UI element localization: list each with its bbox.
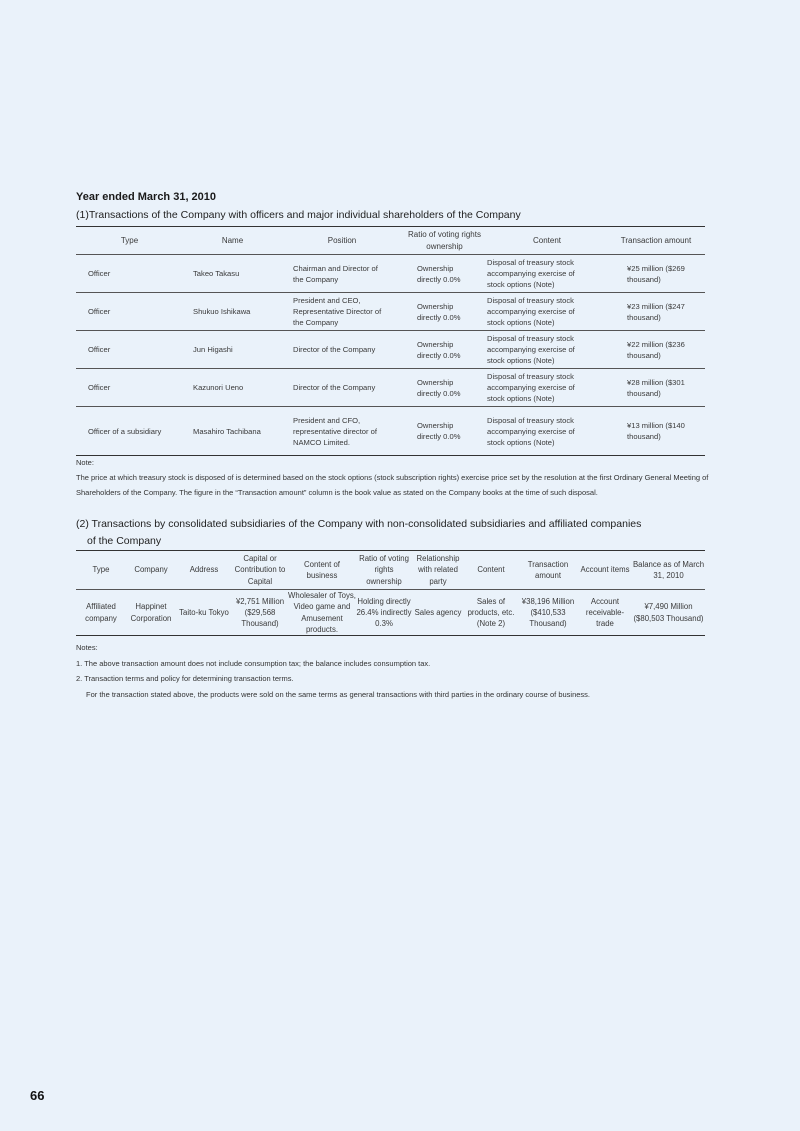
header-capital: Capital or Contribution to Capital — [232, 551, 288, 590]
cell-amount: ¥38,196 Million ($410,533 Thousand) — [518, 590, 578, 636]
subsection-2-title — [76, 516, 716, 550]
table-row — [76, 293, 705, 331]
header-type: Type — [76, 227, 183, 255]
subsection-1-title: (1)Transactions of the Company with officers and major individual shareholders of the Company — [76, 209, 521, 221]
header-ratio: Ratio of voting rights ownership — [356, 551, 412, 590]
cell-type: Officer — [76, 255, 183, 293]
cell-name: Jun Higashi — [183, 331, 282, 369]
note-label: Note: — [76, 458, 94, 467]
header-content: Content — [464, 551, 518, 590]
header-position: Position — [282, 227, 402, 255]
cell-content: Disposal of treasury stock accompanying exercise of stock options (Note) — [487, 369, 607, 407]
cell-relationship: Sales agency — [412, 590, 464, 636]
notes-block — [76, 640, 736, 702]
header-transaction-amount: Transaction amount — [607, 227, 705, 255]
table-header-row — [76, 227, 705, 255]
table-row — [76, 255, 705, 293]
table-header-row — [76, 551, 705, 590]
page-number: 66 — [30, 1088, 45, 1103]
cell-ratio: Ownership directly 0.0% — [402, 369, 487, 407]
header-company: Company — [126, 551, 176, 590]
cell-name: Takeo Takasu — [183, 255, 282, 293]
cell-position: Director of the Company — [282, 331, 402, 369]
note-item-2: 2. Transaction terms and policy for determining transaction terms. — [76, 674, 294, 683]
cell-amount: ¥23 million ($247 thousand) — [607, 293, 705, 331]
cell-position: Chairman and Director of the Company — [282, 255, 402, 293]
header-address: Address — [176, 551, 232, 590]
cell-position: President and CEO, Representative Director of the Company — [282, 293, 402, 331]
section-title: Year ended March 31, 2010 — [76, 191, 217, 203]
notes-label: Notes: — [76, 643, 98, 652]
subsection-2-title-line2: of the Company — [87, 535, 162, 547]
cell-position: Director of the Company — [282, 369, 402, 407]
cell-name: Shukuo Ishikawa — [183, 293, 282, 331]
header-account-items: Account items — [578, 551, 632, 590]
note-item-1: 1. The above transaction amount does not include consumption tax; the balance includes consumption tax. — [76, 658, 431, 668]
header-content: Content — [487, 227, 607, 255]
header-balance: Balance as of March 31, 2010 — [632, 551, 705, 590]
cell-ratio: Ownership directly 0.0% — [402, 407, 487, 456]
cell-type: Officer — [76, 293, 183, 331]
cell-company: Happinet Corporation — [126, 590, 176, 636]
cell-address: Taito-ku Tokyo — [176, 590, 232, 636]
cell-type: Affiliated company — [76, 590, 126, 636]
table-row — [76, 407, 705, 456]
cell-content: Disposal of treasury stock accompanying exercise of stock options (Note) — [487, 255, 607, 293]
cell-type: Officer of a subsidiary — [76, 407, 183, 456]
cell-type: Officer — [76, 369, 183, 407]
cell-content: Disposal of treasury stock accompanying exercise of stock options (Note) — [487, 407, 607, 456]
cell-capital: ¥2,751 Million ($29,568 Thousand) — [232, 590, 288, 636]
table-row — [76, 331, 705, 369]
note-text: The price at which treasury stock is disposed of is determined based on the stock options (stock subscription rights) exercise price set by the resolution at the first Ordinary General Meeting of Shareholders of the Company. The figure in the “Transaction amount” column is the book value as stated on the Company books at the time of such disposal. — [76, 473, 709, 497]
cell-ratio: Ownership directly 0.0% — [402, 255, 487, 293]
header-relationship: Relationship with related party — [412, 551, 464, 590]
header-business: Content of business — [288, 551, 356, 590]
table-row — [76, 590, 705, 636]
header-ratio: Ratio of voting rights ownership — [402, 227, 487, 255]
header-transaction-amount: Transaction amount — [518, 551, 578, 590]
cell-amount: ¥28 million ($301 thousand) — [607, 369, 705, 407]
cell-business: Wholesaler of Toys, Video game and Amusement products. — [288, 591, 356, 634]
affiliate-transactions-table — [76, 550, 705, 636]
cell-content: Disposal of treasury stock accompanying exercise of stock options (Note) — [487, 293, 607, 331]
cell-account-items: Account receivable-trade — [578, 590, 632, 636]
cell-balance: ¥7,490 Million ($80,503 Thousand) — [632, 590, 705, 636]
subsection-2-title-line1: (2) Transactions by consolidated subsidiaries of the Company with non-consolidated subsidiaries and affiliated companies — [76, 518, 642, 530]
cell-amount: ¥22 million ($236 thousand) — [607, 331, 705, 369]
table-row — [76, 369, 705, 407]
header-name: Name — [183, 227, 282, 255]
note-item-2-detail: For the transaction stated above, the products were sold on the same terms as general transactions with third parties in the ordinary course of business. — [86, 689, 591, 699]
header-type: Type — [76, 551, 126, 590]
cell-ratio: Ownership directly 0.0% — [402, 293, 487, 331]
officer-transactions-table — [76, 226, 705, 456]
cell-content: Disposal of treasury stock accompanying exercise of stock options (Note) — [487, 331, 607, 369]
cell-ratio: Ownership directly 0.0% — [402, 331, 487, 369]
cell-content: Sales of products, etc. (Note 2) — [464, 590, 518, 636]
cell-name: Masahiro Tachibana — [183, 407, 282, 456]
cell-name: Kazunori Ueno — [183, 369, 282, 407]
cell-amount: ¥13 million ($140 thousand) — [607, 407, 705, 456]
cell-amount: ¥25 million ($269 thousand) — [607, 255, 705, 293]
cell-ratio: Holding directly 26.4% indirectly 0.3% — [356, 590, 412, 636]
cell-position: President and CFO, representative director of NAMCO Limited. — [282, 407, 402, 456]
cell-type: Officer — [76, 331, 183, 369]
note-block — [76, 455, 716, 500]
